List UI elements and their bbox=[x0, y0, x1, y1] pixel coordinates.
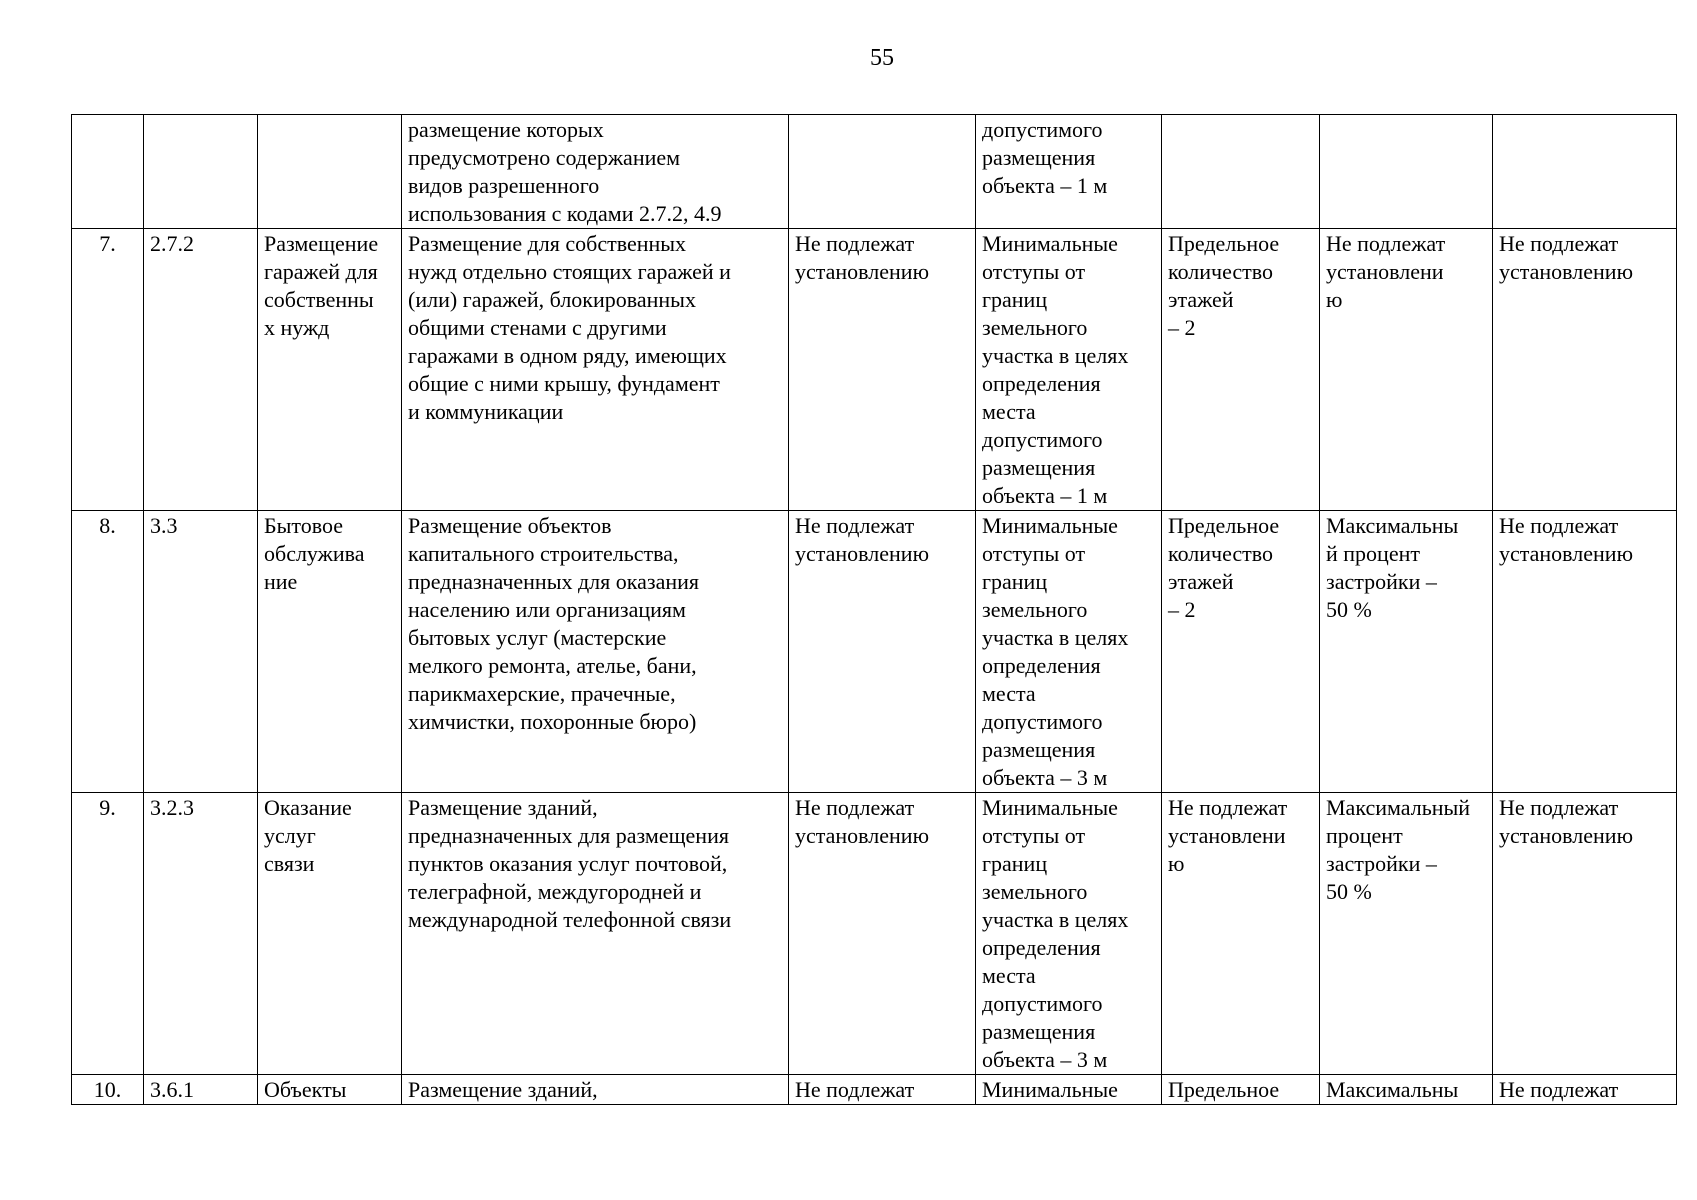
table-row bbox=[72, 115, 1677, 229]
row-number: 10. bbox=[72, 1075, 144, 1105]
setback-cell: Минимальные отступы от границ земельного участка в целях определения места допустимого размещения объекта – 3 м bbox=[976, 511, 1162, 793]
row-number: 8. bbox=[72, 511, 144, 793]
floors-cell: Предельное количество этажей – 2 bbox=[1162, 511, 1320, 793]
use-description: Размещение зданий, bbox=[402, 1075, 789, 1105]
cell-col9: Не подлежат установлению bbox=[1493, 511, 1677, 793]
cell-col9: Не подлежат установлению bbox=[1493, 793, 1677, 1075]
use-name: Бытовое обслужива ние bbox=[258, 511, 402, 793]
use-name: Оказание услуг связи bbox=[258, 793, 402, 1075]
floors-cell: Не подлежат установлени ю bbox=[1162, 793, 1320, 1075]
setback-cell: допустимого размещения объекта – 1 м bbox=[976, 115, 1162, 229]
floors-cell: Предельное количество этажей – 2 bbox=[1162, 229, 1320, 511]
row-number: 7. bbox=[72, 229, 144, 511]
setback-cell: Минимальные bbox=[976, 1075, 1162, 1105]
use-description: Размещение объектов капитального строительства, предназначенных для оказания населению или организациям бытовых услуг (мастерские мелкого ремонта, ателье, бани, парикмахерские, прачечные, химчистки, похоронные бюро) bbox=[402, 511, 789, 793]
table-row bbox=[72, 229, 1677, 511]
cell-col5: Не подлежат установлению bbox=[789, 793, 976, 1075]
use-name bbox=[258, 115, 402, 229]
cell-col9: Не подлежат bbox=[1493, 1075, 1677, 1105]
floors-cell bbox=[1162, 115, 1320, 229]
row-number: 9. bbox=[72, 793, 144, 1075]
use-code: 2.7.2 bbox=[144, 229, 258, 511]
cell-col5: Не подлежат установлению bbox=[789, 229, 976, 511]
cell-col5: Не подлежат bbox=[789, 1075, 976, 1105]
cell-col9 bbox=[1493, 115, 1677, 229]
table-row bbox=[72, 511, 1677, 793]
floors-cell: Предельное bbox=[1162, 1075, 1320, 1105]
use-description: размещение которых предусмотрено содержанием видов разрешенного использования с кодами 2.7.2, 4.9 bbox=[402, 115, 789, 229]
coverage-cell: Максимальны й процент застройки – 50 % bbox=[1320, 511, 1493, 793]
coverage-cell bbox=[1320, 115, 1493, 229]
table-row bbox=[72, 1075, 1677, 1105]
use-code: 3.2.3 bbox=[144, 793, 258, 1075]
page-number: 55 bbox=[870, 45, 894, 71]
setback-cell: Минимальные отступы от границ земельного участка в целях определения места допустимого размещения объекта – 1 м bbox=[976, 229, 1162, 511]
use-description: Размещение для собственных нужд отдельно стоящих гаражей и (или) гаражей, блокированных общими стенами с другими гаражами в одном ряду, имеющих общие с ними крышу, фундамент и коммуникации bbox=[402, 229, 789, 511]
cell-col9: Не подлежат установлению bbox=[1493, 229, 1677, 511]
use-name: Размещение гаражей для собственны х нужд bbox=[258, 229, 402, 511]
row-number bbox=[72, 115, 144, 229]
use-description: Размещение зданий, предназначенных для размещения пунктов оказания услуг почтовой, телеграфной, междугородней и международной телефонной связи bbox=[402, 793, 789, 1075]
table-row bbox=[72, 793, 1677, 1075]
cell-col5: Не подлежат установлению bbox=[789, 511, 976, 793]
cell-col5 bbox=[789, 115, 976, 229]
setback-cell: Минимальные отступы от границ земельного участка в целях определения места допустимого размещения объекта – 3 м bbox=[976, 793, 1162, 1075]
use-code bbox=[144, 115, 258, 229]
coverage-cell: Не подлежат установлени ю bbox=[1320, 229, 1493, 511]
use-code: 3.3 bbox=[144, 511, 258, 793]
use-code: 3.6.1 bbox=[144, 1075, 258, 1105]
coverage-cell: Максимальный процент застройки – 50 % bbox=[1320, 793, 1493, 1075]
coverage-cell: Максимальны bbox=[1320, 1075, 1493, 1105]
use-name: Объекты bbox=[258, 1075, 402, 1105]
zoning-table bbox=[71, 114, 1677, 1105]
